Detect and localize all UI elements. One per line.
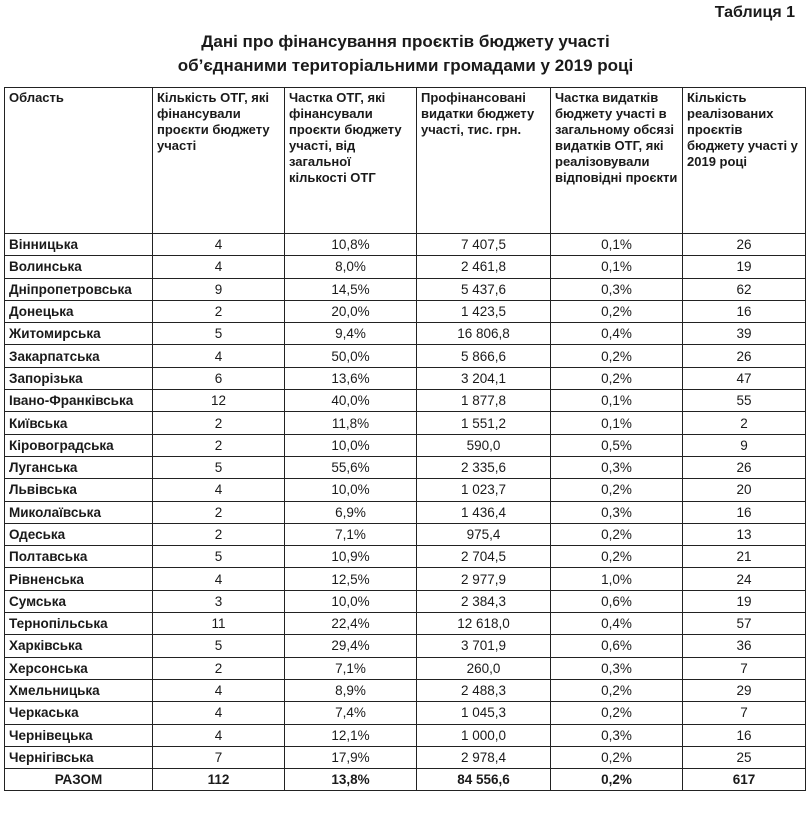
cell-expenditures: 2 977,9 xyxy=(417,568,551,590)
cell-expenditures: 2 488,3 xyxy=(417,679,551,701)
cell-expenditures: 590,0 xyxy=(417,434,551,456)
header-expenditure-share: Частка видатків бюджету участі в загальному обсязі видатків ОТГ, які реалізовували відповідні проєкти xyxy=(551,88,683,234)
cell-expenditure-share: 0,5% xyxy=(551,434,683,456)
cell-expenditure-share: 0,1% xyxy=(551,390,683,412)
table-row xyxy=(5,746,806,768)
cell-expenditures: 5 437,6 xyxy=(417,278,551,300)
cell-region: Одеська xyxy=(5,523,153,545)
table-row xyxy=(5,568,806,590)
cell-projects-count: 7 xyxy=(683,702,806,724)
cell-otg-share: 10,8% xyxy=(285,234,417,256)
cell-otg-share: 10,0% xyxy=(285,479,417,501)
cell-projects-count: 9 xyxy=(683,434,806,456)
table-number-label: Таблиця 1 xyxy=(714,4,795,21)
cell-region: Донецька xyxy=(5,300,153,322)
cell-otg-share: 12,1% xyxy=(285,724,417,746)
cell-expenditures: 84 556,6 xyxy=(417,769,551,791)
cell-otg-share: 10,9% xyxy=(285,546,417,568)
title-line-1: Дані про фінансування проєктів бюджету участі xyxy=(201,32,610,51)
cell-otg-count: 4 xyxy=(153,568,285,590)
cell-projects-count: 62 xyxy=(683,278,806,300)
cell-projects-count: 36 xyxy=(683,635,806,657)
cell-expenditure-share: 0,2% xyxy=(551,679,683,701)
cell-region: Хмельницька xyxy=(5,679,153,701)
cell-otg-share: 17,9% xyxy=(285,746,417,768)
table-row xyxy=(5,367,806,389)
cell-region: Полтавська xyxy=(5,546,153,568)
table-row xyxy=(5,234,806,256)
cell-otg-count: 7 xyxy=(153,746,285,768)
cell-otg-share: 7,4% xyxy=(285,702,417,724)
table-row xyxy=(5,456,806,478)
cell-expenditure-share: 0,1% xyxy=(551,234,683,256)
table-row xyxy=(5,479,806,501)
cell-region: Житомирська xyxy=(5,323,153,345)
cell-region: Львівська xyxy=(5,479,153,501)
cell-expenditures: 1 000,0 xyxy=(417,724,551,746)
cell-expenditure-share: 0,4% xyxy=(551,613,683,635)
cell-expenditure-share: 0,2% xyxy=(551,300,683,322)
cell-expenditures: 7 407,5 xyxy=(417,234,551,256)
cell-region: Волинська xyxy=(5,256,153,278)
cell-otg-share: 29,4% xyxy=(285,635,417,657)
cell-projects-count: 26 xyxy=(683,345,806,367)
cell-projects-count: 2 xyxy=(683,412,806,434)
cell-region: РАЗОМ xyxy=(5,769,153,791)
title-line-2: об’єднаними територіальними громадами у 2019 році xyxy=(177,56,634,75)
cell-otg-share: 7,1% xyxy=(285,523,417,545)
cell-region: Запорізька xyxy=(5,367,153,389)
cell-expenditure-share: 0,2% xyxy=(551,746,683,768)
table-row xyxy=(5,345,806,367)
cell-projects-count: 617 xyxy=(683,769,806,791)
table-row xyxy=(5,679,806,701)
cell-projects-count: 13 xyxy=(683,523,806,545)
cell-expenditure-share: 0,2% xyxy=(551,345,683,367)
cell-expenditures: 2 335,6 xyxy=(417,456,551,478)
cell-otg-count: 4 xyxy=(153,702,285,724)
cell-otg-share: 20,0% xyxy=(285,300,417,322)
cell-projects-count: 47 xyxy=(683,367,806,389)
cell-otg-share: 13,6% xyxy=(285,367,417,389)
cell-otg-count: 4 xyxy=(153,679,285,701)
cell-otg-count: 3 xyxy=(153,590,285,612)
cell-otg-count: 4 xyxy=(153,345,285,367)
table-row xyxy=(5,613,806,635)
cell-otg-count: 4 xyxy=(153,234,285,256)
cell-expenditures: 1 423,5 xyxy=(417,300,551,322)
cell-expenditures: 3 204,1 xyxy=(417,367,551,389)
cell-region: Чернівецька xyxy=(5,724,153,746)
cell-expenditures: 1 551,2 xyxy=(417,412,551,434)
cell-expenditure-share: 0,6% xyxy=(551,635,683,657)
cell-otg-share: 13,8% xyxy=(285,769,417,791)
cell-expenditure-share: 0,2% xyxy=(551,367,683,389)
table-row xyxy=(5,590,806,612)
cell-expenditures: 1 436,4 xyxy=(417,501,551,523)
cell-otg-count: 5 xyxy=(153,456,285,478)
cell-region: Херсонська xyxy=(5,657,153,679)
table-row xyxy=(5,523,806,545)
cell-otg-count: 6 xyxy=(153,367,285,389)
table-row xyxy=(5,546,806,568)
header-otg-count: Кількість ОТГ, які фінансували проєкти бюджету участі xyxy=(153,88,285,234)
cell-otg-share: 7,1% xyxy=(285,657,417,679)
cell-expenditures: 975,4 xyxy=(417,523,551,545)
funding-table xyxy=(4,87,806,791)
cell-expenditures: 1 877,8 xyxy=(417,390,551,412)
cell-projects-count: 57 xyxy=(683,613,806,635)
cell-projects-count: 16 xyxy=(683,300,806,322)
table-row xyxy=(5,323,806,345)
cell-otg-share: 8,9% xyxy=(285,679,417,701)
header-otg-share: Частка ОТГ, які фінансували проєкти бюджету участі, від загальної кількості ОТГ xyxy=(285,88,417,234)
cell-expenditure-share: 0,3% xyxy=(551,456,683,478)
cell-otg-count: 5 xyxy=(153,635,285,657)
cell-otg-count: 4 xyxy=(153,256,285,278)
cell-region: Луганська xyxy=(5,456,153,478)
cell-region: Чернігівська xyxy=(5,746,153,768)
cell-region: Рівненська xyxy=(5,568,153,590)
table-row xyxy=(5,300,806,322)
cell-otg-share: 10,0% xyxy=(285,590,417,612)
cell-projects-count: 21 xyxy=(683,546,806,568)
cell-expenditure-share: 0,6% xyxy=(551,590,683,612)
cell-projects-count: 19 xyxy=(683,256,806,278)
cell-expenditure-share: 0,1% xyxy=(551,256,683,278)
cell-expenditures: 5 866,6 xyxy=(417,345,551,367)
cell-projects-count: 55 xyxy=(683,390,806,412)
table-row xyxy=(5,702,806,724)
cell-projects-count: 7 xyxy=(683,657,806,679)
cell-expenditure-share: 0,2% xyxy=(551,702,683,724)
cell-region: Черкаська xyxy=(5,702,153,724)
cell-expenditure-share: 0,3% xyxy=(551,724,683,746)
cell-projects-count: 26 xyxy=(683,456,806,478)
cell-expenditure-share: 0,3% xyxy=(551,501,683,523)
cell-projects-count: 19 xyxy=(683,590,806,612)
cell-expenditure-share: 1,0% xyxy=(551,568,683,590)
cell-region: Тернопільська xyxy=(5,613,153,635)
cell-region: Закарпатська xyxy=(5,345,153,367)
cell-otg-count: 11 xyxy=(153,613,285,635)
table-row xyxy=(5,412,806,434)
cell-otg-count: 9 xyxy=(153,278,285,300)
cell-region: Вінницька xyxy=(5,234,153,256)
header-projects-count: Кількість реалізованих проєктів бюджету участі у 2019 році xyxy=(683,88,806,234)
cell-projects-count: 29 xyxy=(683,679,806,701)
cell-expenditures: 2 461,8 xyxy=(417,256,551,278)
cell-otg-count: 2 xyxy=(153,657,285,679)
cell-expenditures: 3 701,9 xyxy=(417,635,551,657)
cell-otg-share: 10,0% xyxy=(285,434,417,456)
cell-otg-count: 2 xyxy=(153,434,285,456)
cell-projects-count: 24 xyxy=(683,568,806,590)
cell-region: Івано-Франківська xyxy=(5,390,153,412)
cell-projects-count: 16 xyxy=(683,501,806,523)
cell-projects-count: 39 xyxy=(683,323,806,345)
cell-expenditure-share: 0,3% xyxy=(551,657,683,679)
table-row xyxy=(5,434,806,456)
cell-otg-share: 22,4% xyxy=(285,613,417,635)
cell-expenditures: 1 023,7 xyxy=(417,479,551,501)
cell-expenditures: 12 618,0 xyxy=(417,613,551,635)
cell-otg-count: 2 xyxy=(153,412,285,434)
cell-otg-share: 14,5% xyxy=(285,278,417,300)
table-row xyxy=(5,635,806,657)
total-row xyxy=(5,769,806,791)
table-title xyxy=(0,30,811,78)
cell-expenditure-share: 0,2% xyxy=(551,546,683,568)
table-row xyxy=(5,256,806,278)
cell-otg-count: 112 xyxy=(153,769,285,791)
cell-expenditures: 2 384,3 xyxy=(417,590,551,612)
cell-otg-share: 55,6% xyxy=(285,456,417,478)
cell-projects-count: 16 xyxy=(683,724,806,746)
cell-expenditure-share: 0,2% xyxy=(551,769,683,791)
cell-projects-count: 20 xyxy=(683,479,806,501)
cell-expenditures: 2 704,5 xyxy=(417,546,551,568)
cell-projects-count: 26 xyxy=(683,234,806,256)
cell-region: Кіровоградська xyxy=(5,434,153,456)
cell-otg-share: 50,0% xyxy=(285,345,417,367)
cell-otg-share: 8,0% xyxy=(285,256,417,278)
cell-otg-share: 40,0% xyxy=(285,390,417,412)
cell-region: Сумська xyxy=(5,590,153,612)
header-row xyxy=(5,88,806,234)
cell-expenditures: 1 045,3 xyxy=(417,702,551,724)
cell-otg-count: 4 xyxy=(153,724,285,746)
cell-expenditure-share: 0,2% xyxy=(551,479,683,501)
table-row xyxy=(5,390,806,412)
cell-otg-share: 11,8% xyxy=(285,412,417,434)
cell-region: Миколаївська xyxy=(5,501,153,523)
cell-expenditures: 2 978,4 xyxy=(417,746,551,768)
cell-region: Харківська xyxy=(5,635,153,657)
table-row xyxy=(5,657,806,679)
cell-otg-count: 2 xyxy=(153,300,285,322)
cell-region: Дніпропетровська xyxy=(5,278,153,300)
cell-otg-share: 12,5% xyxy=(285,568,417,590)
cell-otg-count: 5 xyxy=(153,323,285,345)
cell-region: Київська xyxy=(5,412,153,434)
header-expenditures: Профінансовані видатки бюджету участі, тис. грн. xyxy=(417,88,551,234)
table-row xyxy=(5,724,806,746)
cell-expenditures: 16 806,8 xyxy=(417,323,551,345)
cell-expenditures: 260,0 xyxy=(417,657,551,679)
cell-otg-count: 2 xyxy=(153,501,285,523)
header-region: Область xyxy=(5,88,153,234)
cell-otg-count: 12 xyxy=(153,390,285,412)
cell-otg-count: 4 xyxy=(153,479,285,501)
cell-expenditure-share: 0,2% xyxy=(551,523,683,545)
cell-expenditure-share: 0,1% xyxy=(551,412,683,434)
cell-otg-share: 6,9% xyxy=(285,501,417,523)
table-row xyxy=(5,501,806,523)
cell-projects-count: 25 xyxy=(683,746,806,768)
cell-expenditure-share: 0,4% xyxy=(551,323,683,345)
cell-otg-share: 9,4% xyxy=(285,323,417,345)
cell-expenditure-share: 0,3% xyxy=(551,278,683,300)
table-row xyxy=(5,278,806,300)
cell-otg-count: 5 xyxy=(153,546,285,568)
cell-otg-count: 2 xyxy=(153,523,285,545)
